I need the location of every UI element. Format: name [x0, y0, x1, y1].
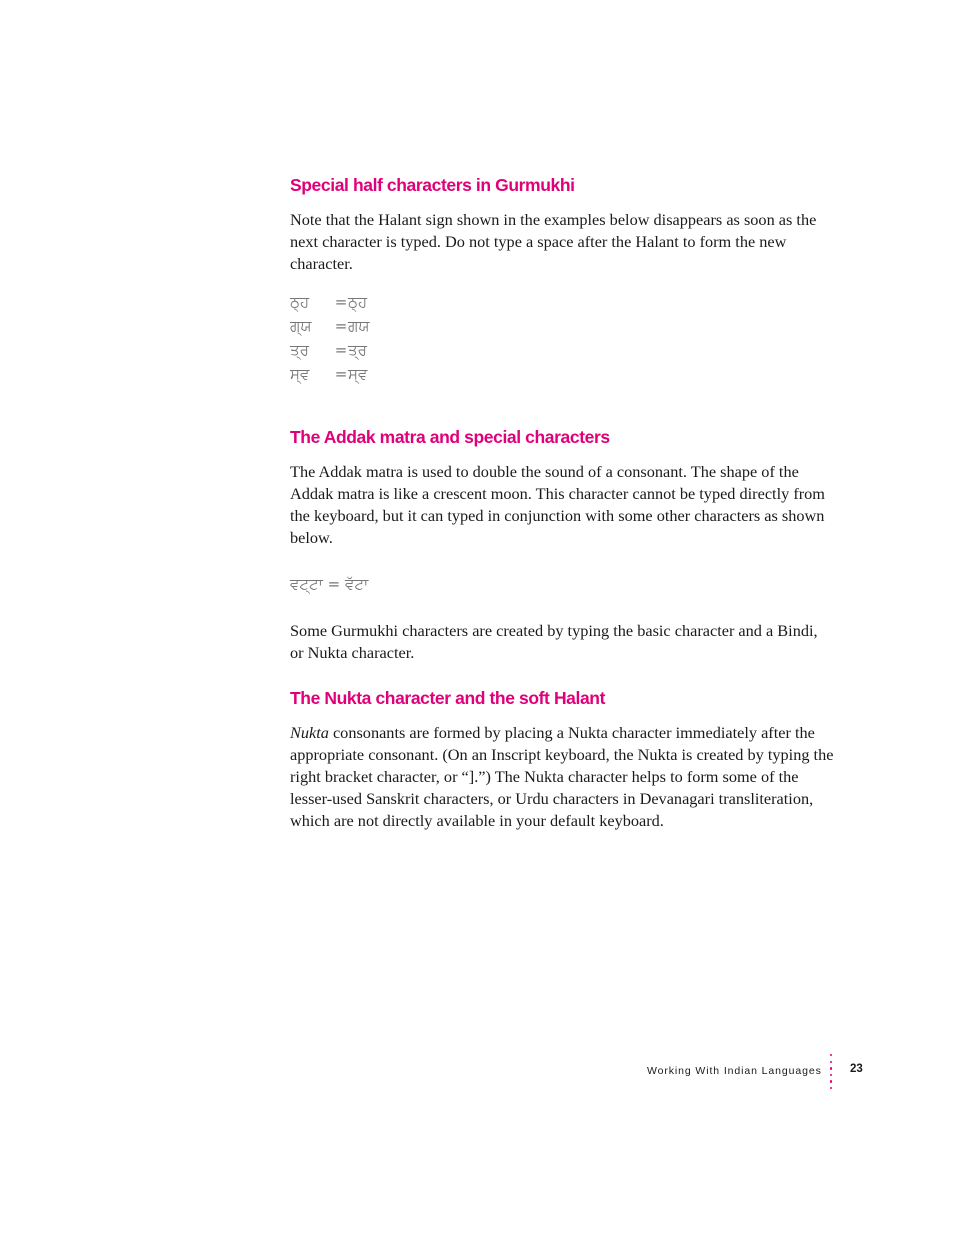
section-heading-nukta: The Nukta character and the soft Halant — [290, 688, 606, 708]
example-row: ਠ੍ਹ =ਠ੍ਹ — [290, 293, 368, 311]
gurmukhi-half-character-examples — [290, 290, 400, 386]
nukta-description: consonants are formed by placing a Nukta character immediately after the appropriate consonant. (On an Inscript keyboard, the Nukta is created by typing the right bracket character, or “].”) The Nukta character helps to form some of the lesser-used Sanskrit characters, or Urdu characters in Devanagari transliteration, which are not directly available in your default keyboard. — [290, 723, 834, 830]
section-paragraph-bindi-nukta: Some Gurmukhi characters are created by typing the basic character and a Bindi, or Nukta character. — [290, 621, 818, 662]
section-heading-half-characters: Special half characters in Gurmukhi — [290, 175, 575, 195]
page-number: 23 — [850, 1063, 863, 1075]
section-paragraph-addak: The Addak matra is used to double the sound of a consonant. The shape of the Addak matra is like a crescent moon. This character cannot be typed directly from the keyboard, but it can typed in conjunction with some other characters as shown below. — [290, 462, 825, 547]
section-heading-addak-matra: The Addak matra and special characters — [290, 427, 610, 447]
example-row: ਗ੍ਯ =ਗਯ — [290, 317, 370, 335]
example-row: ਸ੍ਵ =ਸ੍ਵ — [290, 365, 368, 383]
example-row: ਤ੍ਰ =ਤ੍ਰ — [290, 341, 367, 359]
section-paragraph-halant: Note that the Halant sign shown in the examples below disappears as soon as the next character is typed. Do not type a space after the Halant to form the new character. — [290, 210, 817, 273]
nukta-term: Nukta — [290, 723, 329, 742]
footer-chapter-title: Working With Indian Languages — [647, 1065, 822, 1077]
footer-dotted-divider — [829, 1054, 833, 1094]
section-paragraph-nukta — [290, 722, 835, 832]
addak-example: ਵਟ੍ਟਾ = ਵੱਟਾ — [290, 575, 369, 593]
